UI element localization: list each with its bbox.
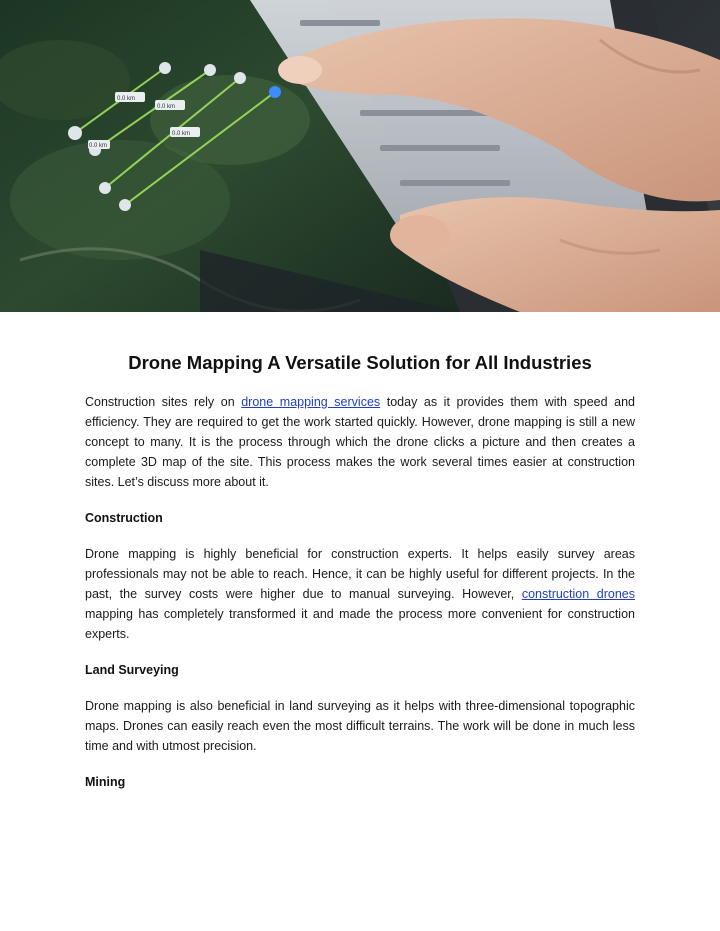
hero-image <box>0 0 720 312</box>
article <box>85 352 635 808</box>
drone-mapping-services-link[interactable]: drone mapping services <box>241 395 381 409</box>
intro-text-start: Construction sites rely on <box>85 395 242 409</box>
map-label: 0.0 km <box>172 131 191 137</box>
map-label: 0.0 km <box>157 104 176 110</box>
section-heading-land-surveying: Land Surveying <box>85 663 179 677</box>
map-label: 0.0 km <box>117 96 136 102</box>
section-heading-construction: Construction <box>85 511 163 525</box>
land-surveying-paragraph: Drone mapping is also beneficial in land surveying as it helps with three-dimensional topographic maps. Drones can easily reach even the most difficult terrains. The work will be done in much less time and with utmost precision. <box>85 699 635 753</box>
construction-text-end: mapping has completely transformed it and made the process more convenient for construction experts. <box>85 607 635 641</box>
construction-text-start: Drone mapping is highly beneficial for construction experts. It helps easily survey areas professionals may not be able to reach. Hence, it can be highly useful for different projects. In the past, the survey costs were higher due to manual surveying. However, <box>85 547 635 601</box>
page-title: Drone Mapping A Versatile Solution for All Industries <box>128 352 592 373</box>
active-waypoint <box>269 86 281 98</box>
intro-text-end: today as it provides them with speed and efficiency. They are required to get the work started quickly. However, drone mapping is still a new concept to many. It is the process through which the drone clicks a picture and then creates a complete 3D map of the site. This process makes the work several times easier at construction sites. Let’s discuss more about it. <box>85 395 635 489</box>
construction-paragraph <box>85 544 635 644</box>
intro-paragraph <box>85 392 635 492</box>
section-heading-mining: Mining <box>85 775 126 789</box>
drone-mapping-illustration <box>0 0 720 312</box>
construction-drones-link[interactable]: construction drones <box>521 587 635 601</box>
map-label: 0.0 km <box>89 143 108 149</box>
